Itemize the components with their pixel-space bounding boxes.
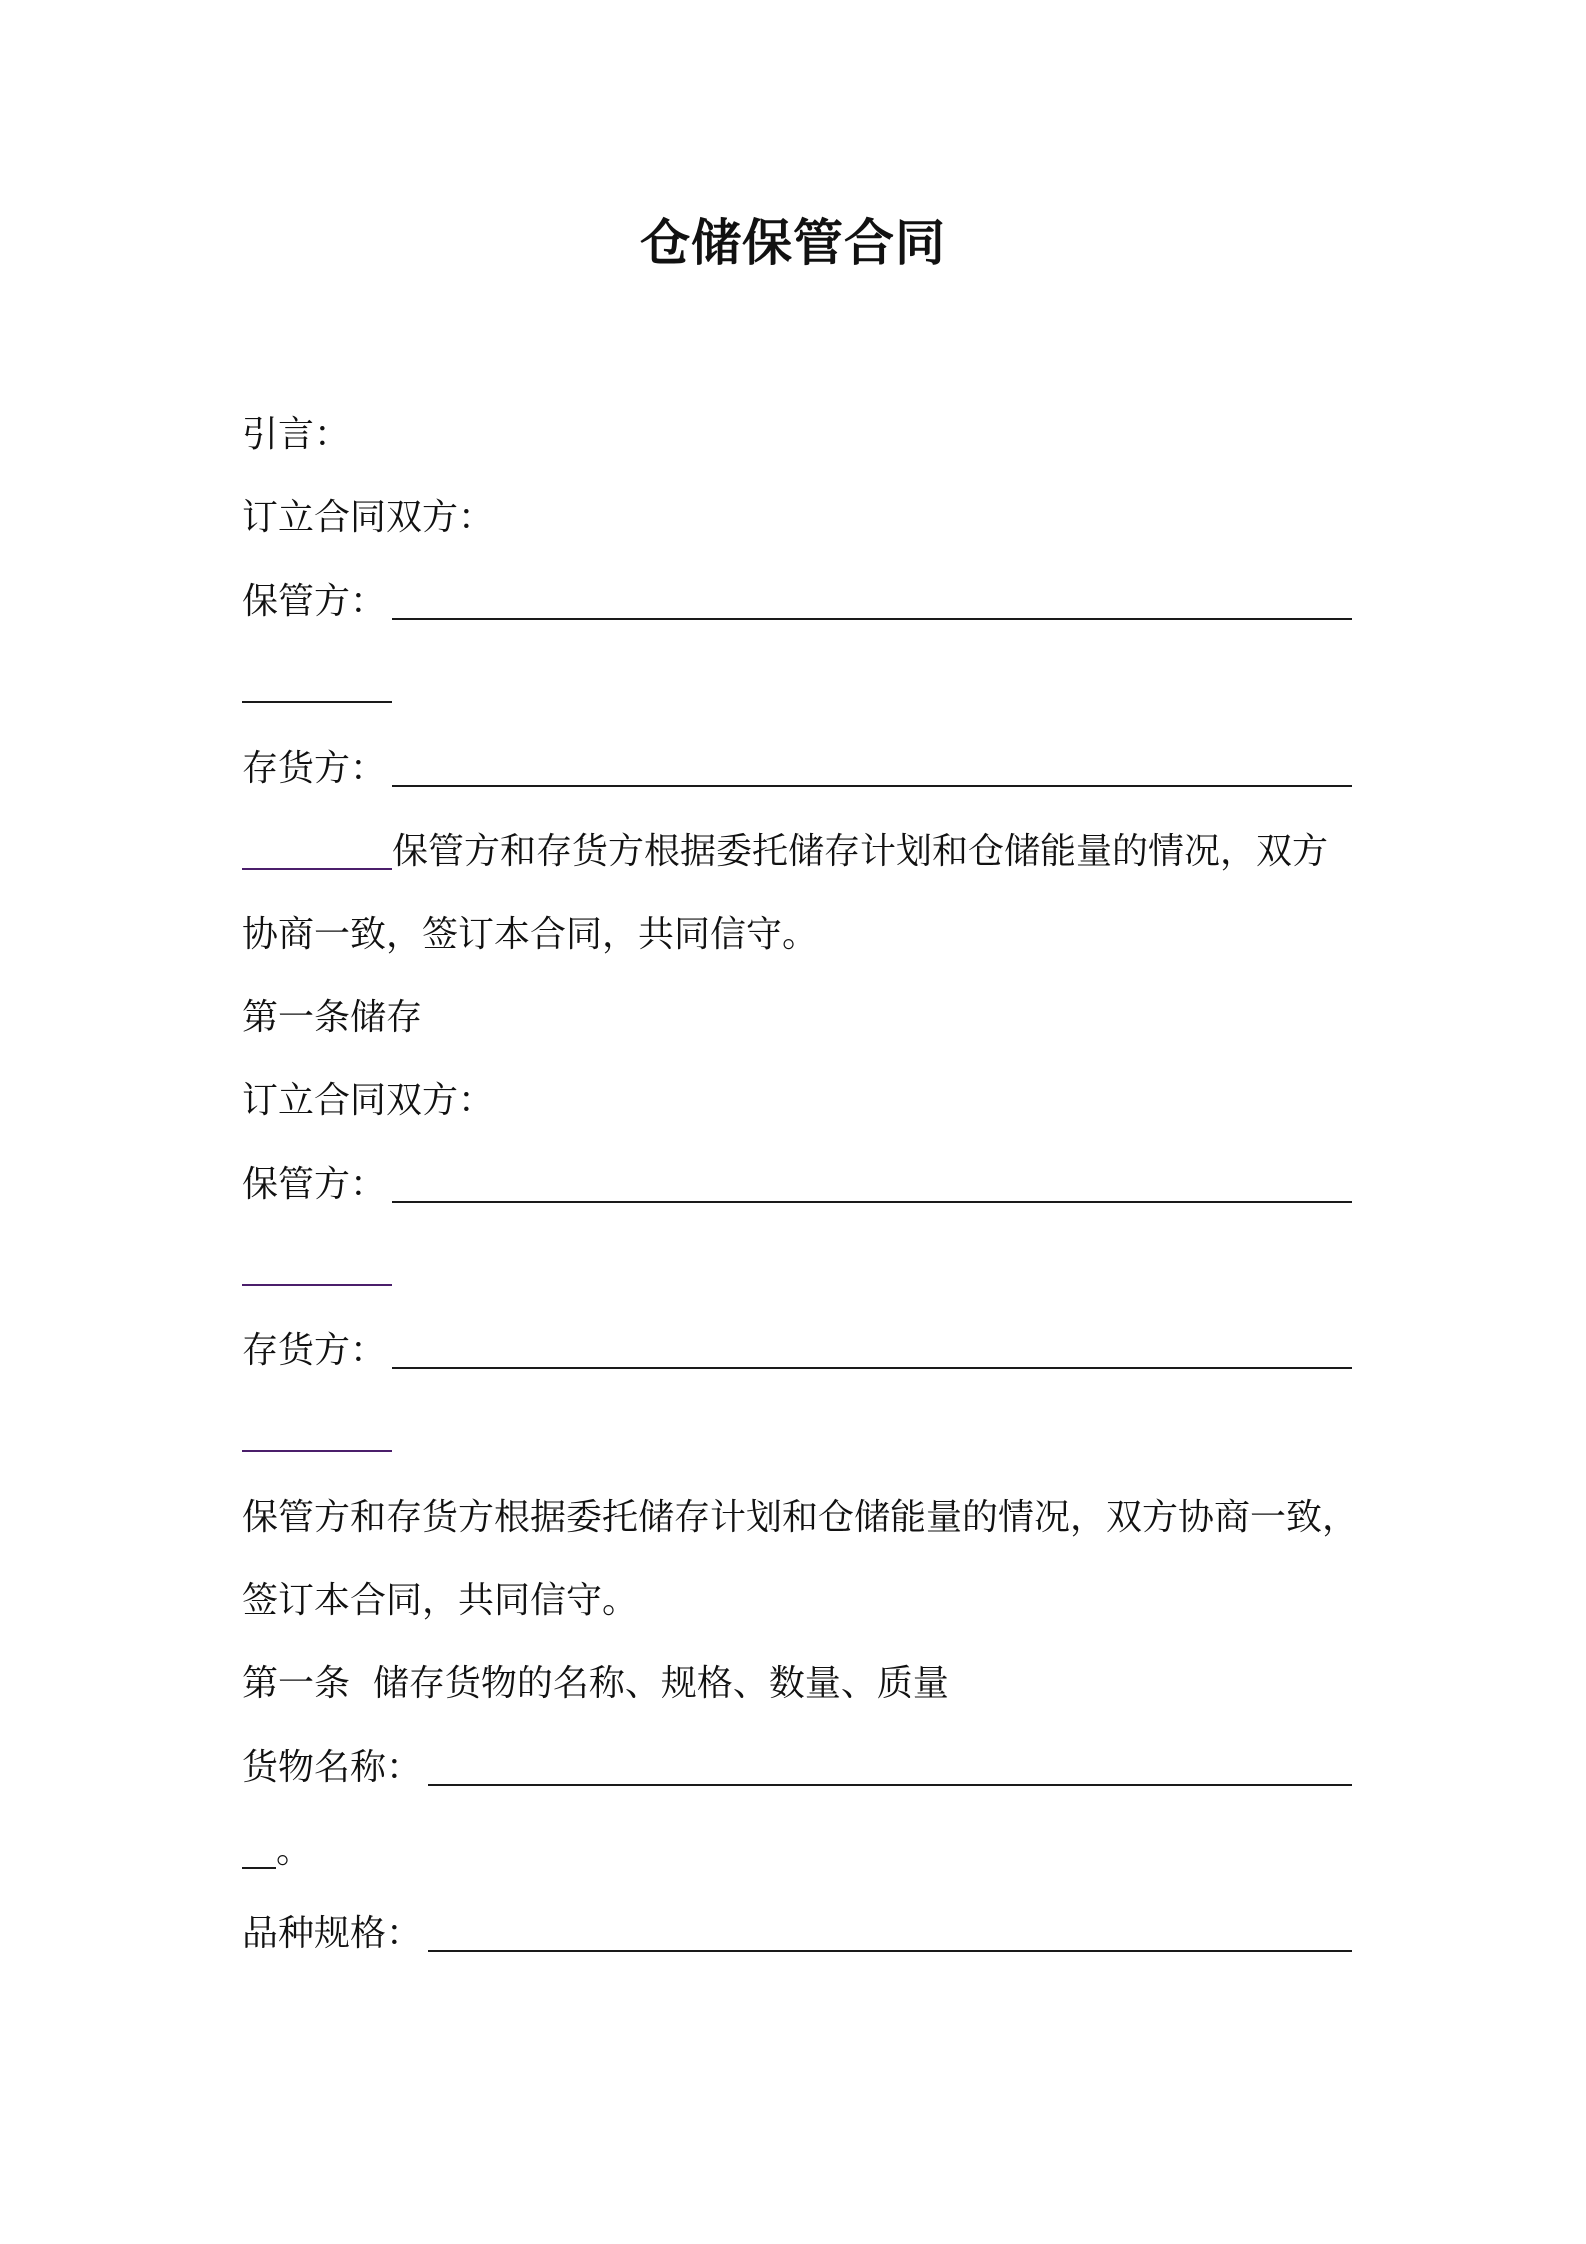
agreement-line-2b: [242, 1571, 1352, 1631]
parties-heading-2-text: 订立合同双方：: [242, 1080, 495, 1121]
depositor-blank-2[interactable]: [392, 1366, 1352, 1369]
agreement-text-2a: 保管方和存货方根据委托储存计划和仓储能量的情况，双方协商一致，: [242, 1497, 1359, 1538]
keeper-line-1: [242, 572, 1352, 632]
parties-heading-2: [242, 1071, 1352, 1131]
keeper-label-1: 保管方：: [242, 581, 387, 622]
goods-name-blank-continued[interactable]: [242, 1866, 276, 1869]
intro-heading: [242, 405, 1352, 465]
agreement-text-1a: 保管方和存货方根据委托储存计划和仓储能量的情况，双方: [392, 831, 1329, 872]
goods-name-continuation: [242, 1821, 1352, 1881]
article1-full-heading: [242, 1654, 1352, 1714]
keeper-label-2: 保管方：: [242, 1164, 387, 1205]
agreement-text-1b: 协商一致，签订本合同，共同信守。: [242, 914, 819, 955]
depositor-blank-2-continued[interactable]: [242, 1449, 392, 1452]
depositor-blank-1[interactable]: [392, 784, 1352, 787]
depositor-blank-1-continued[interactable]: [242, 867, 392, 870]
article1-full-heading-text: 第一条 储存货物的名称、规格、数量、质量: [242, 1663, 949, 1704]
agreement-line-2a: [242, 1488, 1359, 1548]
keeper-line-2: [242, 1155, 1352, 1215]
goods-name-label: 货物名称：: [242, 1747, 423, 1788]
keeper-blank-2-continued[interactable]: [242, 1283, 392, 1286]
variety-spec-blank[interactable]: [428, 1949, 1352, 1952]
agreement-line-1a: [242, 822, 1352, 882]
agreement-line-1b: [242, 905, 1352, 965]
keeper-blank-2[interactable]: [392, 1200, 1352, 1203]
depositor-label-2: 存货方：: [242, 1330, 387, 1371]
article1-heading-text: 第一条储存: [242, 997, 423, 1038]
depositor-line-1: [242, 739, 1352, 799]
depositor-continuation-2: [242, 1404, 1352, 1464]
parties-heading-1-text: 订立合同双方：: [242, 497, 495, 538]
goods-name-blank[interactable]: [428, 1783, 1352, 1786]
keeper-blank-1[interactable]: [392, 617, 1352, 620]
variety-spec-label: 品种规格：: [242, 1913, 423, 1954]
depositor-label-1: 存货方：: [242, 748, 387, 789]
keeper-continuation-1: [242, 655, 1352, 715]
depositor-line-2: [242, 1321, 1352, 1381]
parties-heading-1: [242, 488, 1352, 548]
keeper-blank-1-continued[interactable]: [242, 700, 392, 703]
agreement-text-2b: 签订本合同，共同信守。: [242, 1580, 639, 1621]
keeper-continuation-2: [242, 1238, 1352, 1298]
intro-heading-text: 引言：: [242, 414, 351, 455]
variety-spec-line: [242, 1904, 1352, 1964]
goods-name-end: 。: [276, 1830, 313, 1871]
document-title: 仓储保管合同: [640, 214, 946, 272]
article1-heading: [242, 988, 1352, 1048]
goods-name-line: [242, 1738, 1352, 1798]
